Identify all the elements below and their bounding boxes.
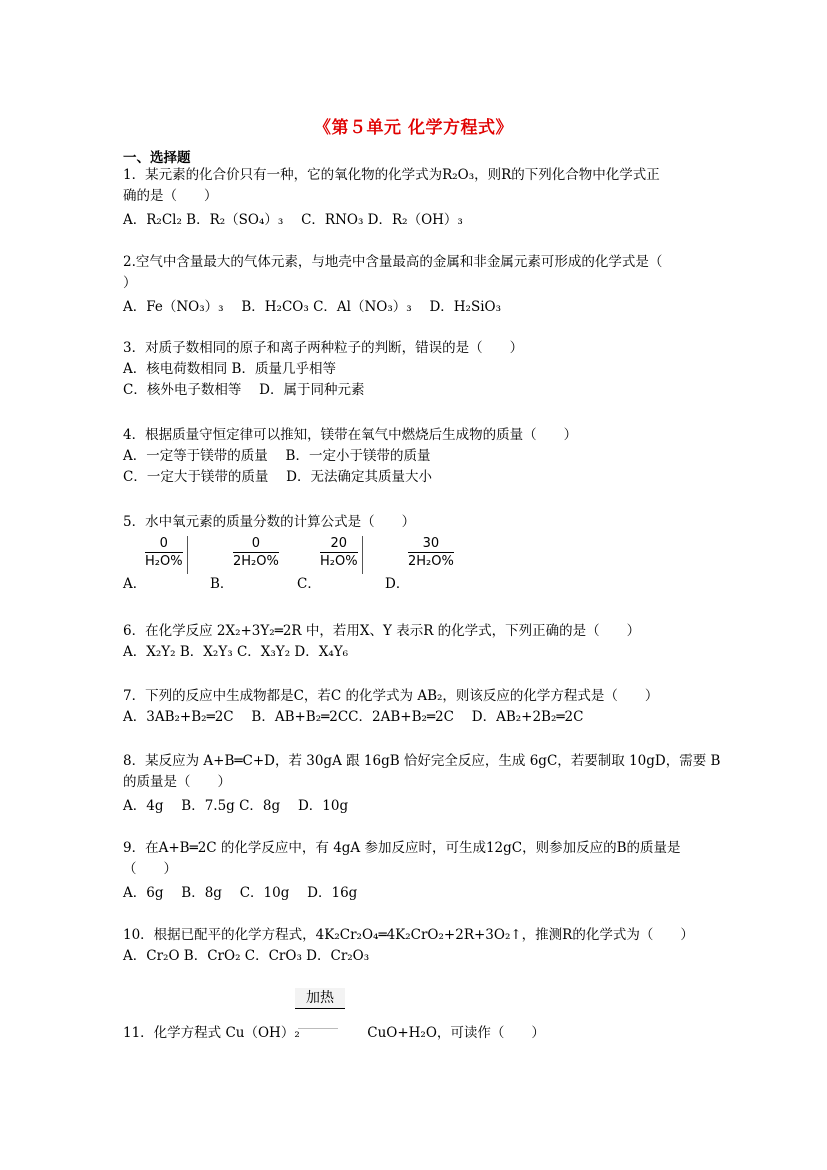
question-6	[123, 621, 708, 663]
question-7	[123, 686, 708, 728]
question-stem: 11．化学方程式 Cu（OH）₂ CuO+H₂O，可读作（ ）	[123, 1025, 545, 1041]
section-heading: 一、选择题	[123, 150, 191, 166]
question-11	[123, 1023, 708, 1044]
fraction-numerator: 30	[408, 536, 454, 553]
question-stem: 10．根据已配平的化学方程式，4K₂Cr₂O₄═4K₂CrO₂+2R+3O₂↑，推测R的化学式为（ ）	[123, 927, 694, 943]
question-stem: 9．在A+B═2C 的化学反应中，有 4gA 参加反应时，可生成12gC，则参加反应的B的质量是	[123, 840, 681, 856]
fraction-numerator: 0	[233, 536, 279, 553]
fraction-option-c	[320, 536, 358, 569]
question-stem-continued: （ ）	[123, 861, 177, 877]
option-label-b: B．	[210, 576, 234, 592]
fraction-denominator: 2H₂O%	[408, 554, 454, 569]
answer-options: A．Fe（NO₃）₃ B．H₂CO₃ C．Al（NO₃）₃ D．H₂SiO₃	[123, 299, 502, 315]
question-10	[123, 925, 708, 967]
document-title: 《第５单元 化学方程式》	[314, 118, 513, 138]
question-3	[123, 338, 708, 401]
question-5	[123, 512, 708, 533]
fraction-option-a	[145, 536, 183, 569]
fraction-denominator: 2H₂O%	[233, 554, 279, 569]
question-4	[123, 425, 708, 488]
answer-options-row-2: C．一定大于镁带的质量 D．无法确定其质量大小	[123, 469, 432, 485]
question-stem: 2.空气中含量最大的气体元素，与地壳中含量最高的金属和非金属元素可形成的化学式是（	[123, 254, 663, 270]
fraction-option-d	[408, 536, 454, 569]
answer-options-row-2: C．核外电子数相等 D．属于同种元素	[123, 382, 365, 398]
question-stem-continued: 的质量是（ ）	[123, 774, 231, 790]
option-label-a: A．	[123, 576, 147, 592]
question-stem: 3．对质子数相同的原子和离子两种粒子的判断，错误的是（ ）	[123, 340, 524, 356]
answer-options-row-1: A．一定等于镁带的质量 B．一定小于镁带的质量	[123, 448, 431, 464]
answer-options: A．4g B．7.5g C．8g D．10g	[123, 798, 349, 814]
question-stem: 4．根据质量守恒定律可以推知，镁带在氧气中燃烧后生成物的质量（ ）	[123, 427, 578, 443]
fraction-divider	[187, 536, 188, 574]
question-stem-continued: 确的是（ ）	[123, 188, 218, 204]
question-8	[123, 751, 721, 817]
question-2	[123, 252, 708, 318]
answer-options-row-1: A．核电荷数相同 B．质量几乎相等	[123, 361, 336, 377]
fraction-option-b	[233, 536, 279, 569]
answer-options: A．3AB₂+B₂═2C B．AB+B₂═2CC．2AB+B₂═2C D．AB₂+2B₂═2C	[123, 709, 584, 725]
question-stem: 6．在化学反应 2X₂+3Y₂═2R 中，若用X、Y 表示R 的化学式，下列正确的是（ ）	[123, 623, 641, 639]
reaction-condition-label: 加热	[295, 988, 345, 1009]
question-stem: 5．水中氧元素的质量分数的计算公式是（ ）	[123, 514, 416, 530]
question-stem: 7．下列的反应中生成物都是C，若C 的化学式为 AB₂，则该反应的化学方程式是（ ）	[123, 688, 659, 704]
option-label-c: C．	[297, 576, 321, 592]
fraction-denominator: H₂O%	[145, 554, 183, 569]
answer-options: A．6g B．8g C．10g D．16g	[123, 885, 358, 901]
question-9	[123, 838, 708, 904]
question-1	[123, 165, 708, 231]
question-stem: 8．某反应为 A+B═C+D，若 30gA 跟 16gB 恰好完全反应，生成 6gC，若要制取 10gD，需要 B	[123, 753, 721, 769]
fraction-numerator: 20	[320, 536, 358, 553]
fraction-divider	[362, 536, 363, 574]
question-stem: 1．某元素的化合价只有一种，它的氧化物的化学式为R₂O₃，则R的下列化合物中化学式正	[123, 167, 660, 183]
fraction-denominator: H₂O%	[320, 554, 358, 569]
question-stem-continued: ）	[123, 275, 137, 291]
option-label-d: D．	[385, 576, 410, 592]
answer-options: A．Cr₂O B．CrO₂ C．CrO₃ D．Cr₂O₃	[123, 948, 370, 964]
answer-options: A．X₂Y₂ B．X₂Y₃ C．X₃Y₂ D．X₄Y₆	[123, 644, 349, 660]
fraction-numerator: 0	[145, 536, 183, 553]
answer-options: A．R₂Cl₂ B．R₂（SO₄）₃ C．RNO₃ D．R₂（OH）₃	[123, 212, 463, 228]
